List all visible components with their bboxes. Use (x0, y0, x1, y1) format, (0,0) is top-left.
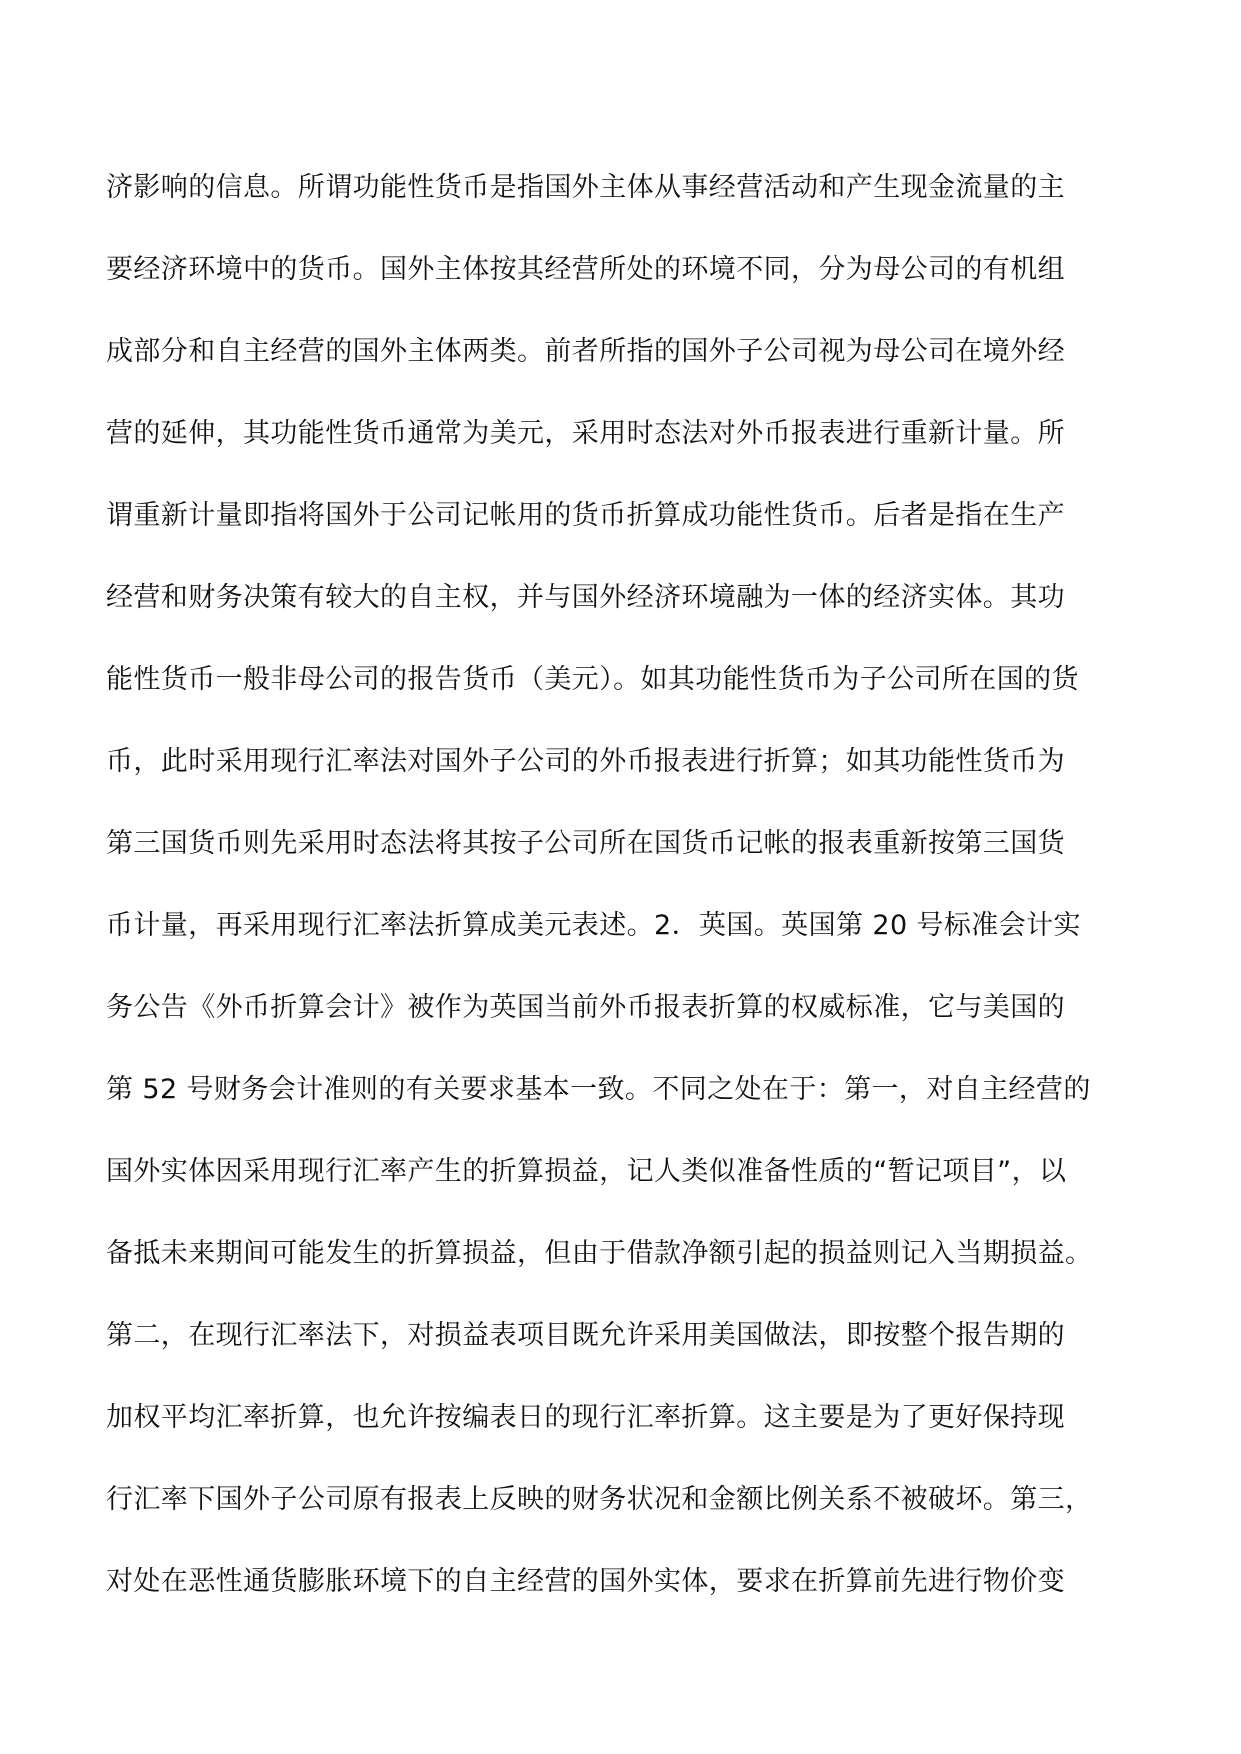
text-line: 要经济环境中的货币。国外主体按其经营所处的环境不同，分为母公司的有机组 (106, 254, 1065, 285)
text-line: 币计量，再采用现行汇率法折算成美元表述。2．英国。英国第 20 号标准会计实 (106, 910, 1081, 941)
text-line: 成部分和自主经营的国外主体两类。前者所指的国外子公司视为母公司在境外经 (106, 336, 1065, 367)
text-line: 第 52 号财务会计准则的有关要求基本一致。不同之处在于：第一，对自主经营的 (106, 1074, 1091, 1105)
text-line: 第二，在现行汇率法下，对损益表项目既允许采用美国做法，即按整个报告期的 (106, 1320, 1065, 1351)
text-line: 行汇率下国外子公司原有报表上反映的财务状况和金额比例关系不被破坏。第三， (106, 1484, 1093, 1515)
text-line: 营的延伸，其功能性货币通常为美元，采用时态法对外币报表进行重新计量。所 (106, 418, 1065, 449)
text-line: 务公告《外币折算会计》被作为英国当前外币报表折算的权威标准，它与美国的 (106, 992, 1065, 1023)
text-line: 济影响的信息。所谓功能性货币是指国外主体从事经营活动和产生现金流量的主 (106, 172, 1065, 203)
body-text (106, 158, 1136, 1634)
text-line: 对处在恶性通货膨胀环境下的自主经营的国外实体，要求在折算前先进行物价变 (106, 1566, 1065, 1597)
text-line: 经营和财务决策有较大的自主权，并与国外经济环境融为一体的经济实体。其功 (106, 582, 1065, 613)
text-line: 备抵未来期间可能发生的折算损益，但由于借款净额引起的损益则记入当期损益。 (106, 1238, 1093, 1269)
text-line: 第三国货币则先采用时态法将其按子公司所在国货币记帐的报表重新按第三国货 (106, 828, 1065, 859)
text-line: 能性货币一般非母公司的报告货币（美元）。如其功能性货币为子公司所在国的货 (106, 664, 1079, 695)
text-line: 谓重新计量即指将国外于公司记帐用的货币折算成功能性货币。后者是指在生产 (106, 500, 1065, 531)
text-line: 加权平均汇率折算，也允许按编表日的现行汇率折算。这主要是为了更好保持现 (106, 1402, 1065, 1433)
text-line: 国外实体因采用现行汇率产生的折算损益，记人类似准备性质的“暂记项目”，以 (106, 1156, 1067, 1187)
text-line: 币，此时采用现行汇率法对国外子公司的外币报表进行折算；如其功能性货币为 (106, 746, 1065, 777)
